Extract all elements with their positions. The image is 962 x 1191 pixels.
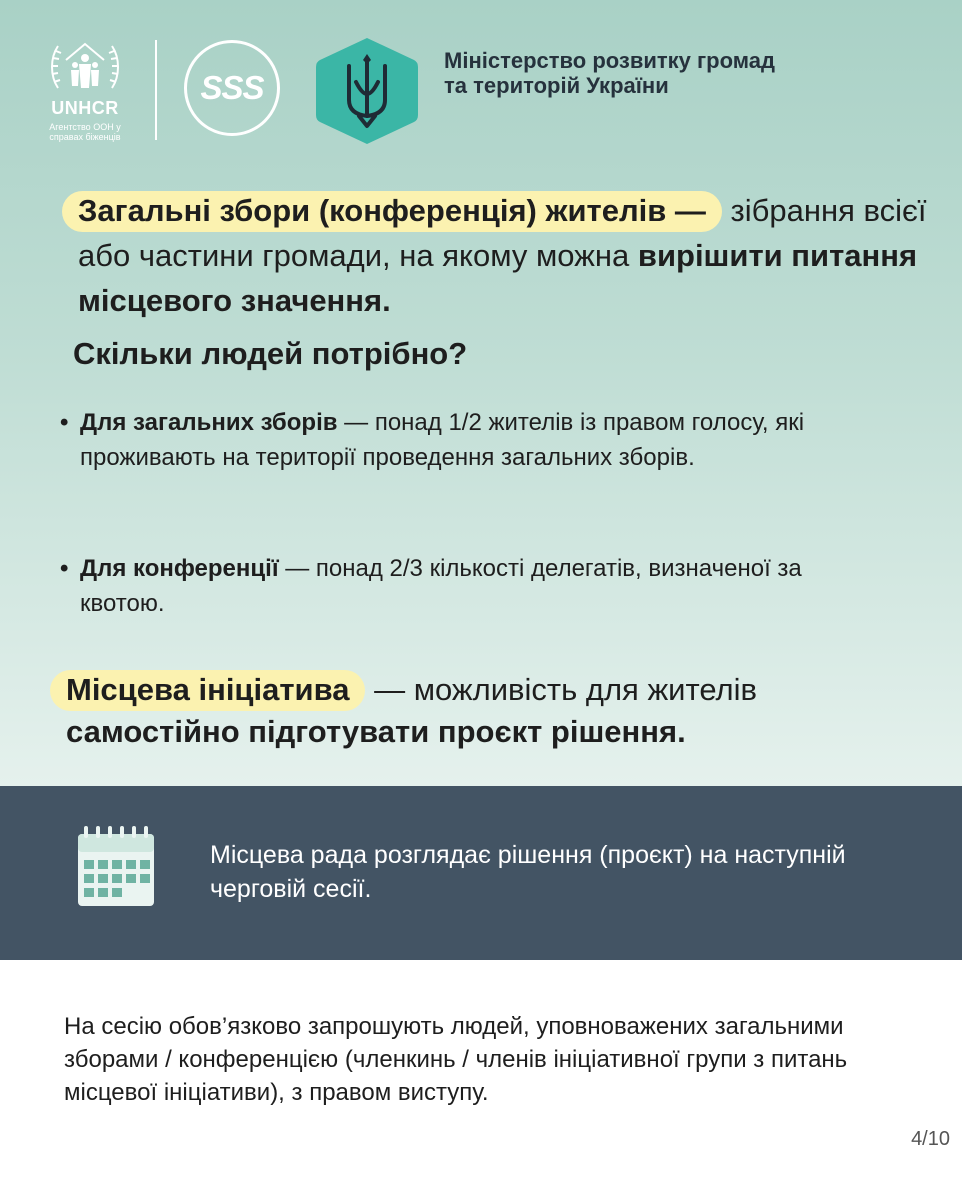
unhcr-emblem-icon (48, 38, 122, 96)
definition-term-highlight (62, 191, 722, 232)
unhcr-logo (40, 38, 130, 148)
definition-emphasis: вирішити питання місцевого значення. (78, 238, 918, 318)
definition-general-meeting (78, 188, 938, 323)
definition-dash: — (666, 193, 706, 228)
list-item-text: — понад 2/3 кількості делегатів, визначеної за квотою. (80, 555, 802, 617)
definition-dash: — (365, 672, 414, 707)
ministry-trident-logo-icon (314, 36, 420, 146)
definition-local-initiative (66, 669, 946, 753)
header-divider (155, 40, 157, 140)
unhcr-name: UNHCR (51, 98, 119, 118)
definition-text: можливість для жителів (413, 672, 758, 707)
list-item-text: — понад 1/2 жителів із правом голосу, які проживають на території проведення загальних зборів. (80, 409, 805, 471)
definition-term-highlight (50, 670, 365, 711)
bullet-dot: • (60, 555, 69, 582)
unhcr-subtitle: Агентство ООН у справах біженців (49, 122, 121, 142)
partner-logo (184, 40, 280, 136)
definition-term: Загальні збори (конференція) жителів (78, 193, 667, 228)
list-item (60, 405, 890, 515)
session-note: На сесію обов’язково запрошують людей, уповноважених загальними зборами / конференцією (членкинь / членів ініціативної групи з питань місцевої ініціативи), з правом виступу. (64, 1013, 848, 1106)
definition-emphasis: самостійно підготувати проєкт рішення. (66, 714, 686, 749)
definition-text: зібрання всієї або частини громади, на якому можна (78, 193, 927, 273)
list-item-term: Для загальних зборів (80, 409, 338, 436)
ministry-name: Міністерство розвитку громад та територій України (444, 48, 775, 98)
page-counter: 4/10 (911, 1128, 950, 1150)
list-item (60, 551, 890, 626)
bullet-dot: • (60, 409, 69, 436)
calendar-icon (76, 824, 156, 908)
partner-logo-text: SSS (200, 69, 264, 106)
definition-term: Місцева ініціатива (66, 672, 350, 707)
session-info-text: Місцева рада розглядає рішення (проєкт) на наступній черговій сесії. (210, 841, 846, 903)
section-heading: Скільки людей потрібно? (73, 336, 468, 371)
list-item-term: Для конференції (80, 555, 279, 582)
